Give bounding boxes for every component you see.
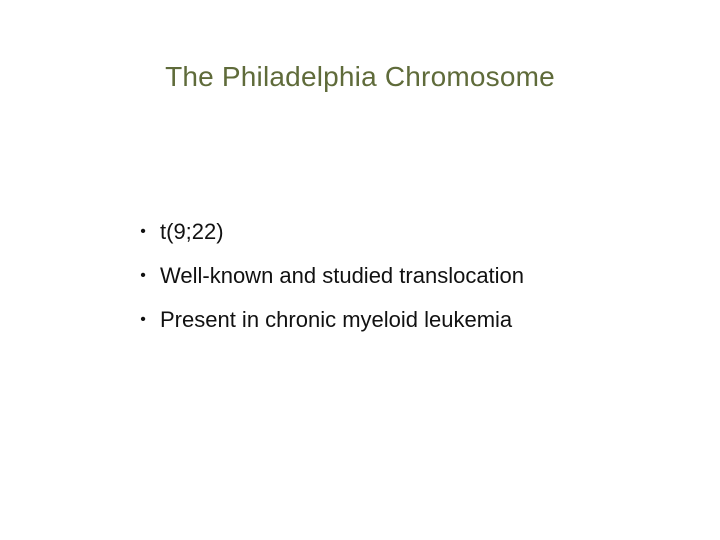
bullet-text: Well-known and studied translocation [160,263,525,288]
bullet-icon: • [140,267,146,284]
bullet-text: t(9;22) [160,219,224,244]
slide-title: The Philadelphia Chromosome [165,61,555,92]
bullet-icon: • [140,311,146,328]
bullet-icon: • [140,223,146,240]
bullet-text: Present in chronic myeloid leukemia [160,307,513,332]
